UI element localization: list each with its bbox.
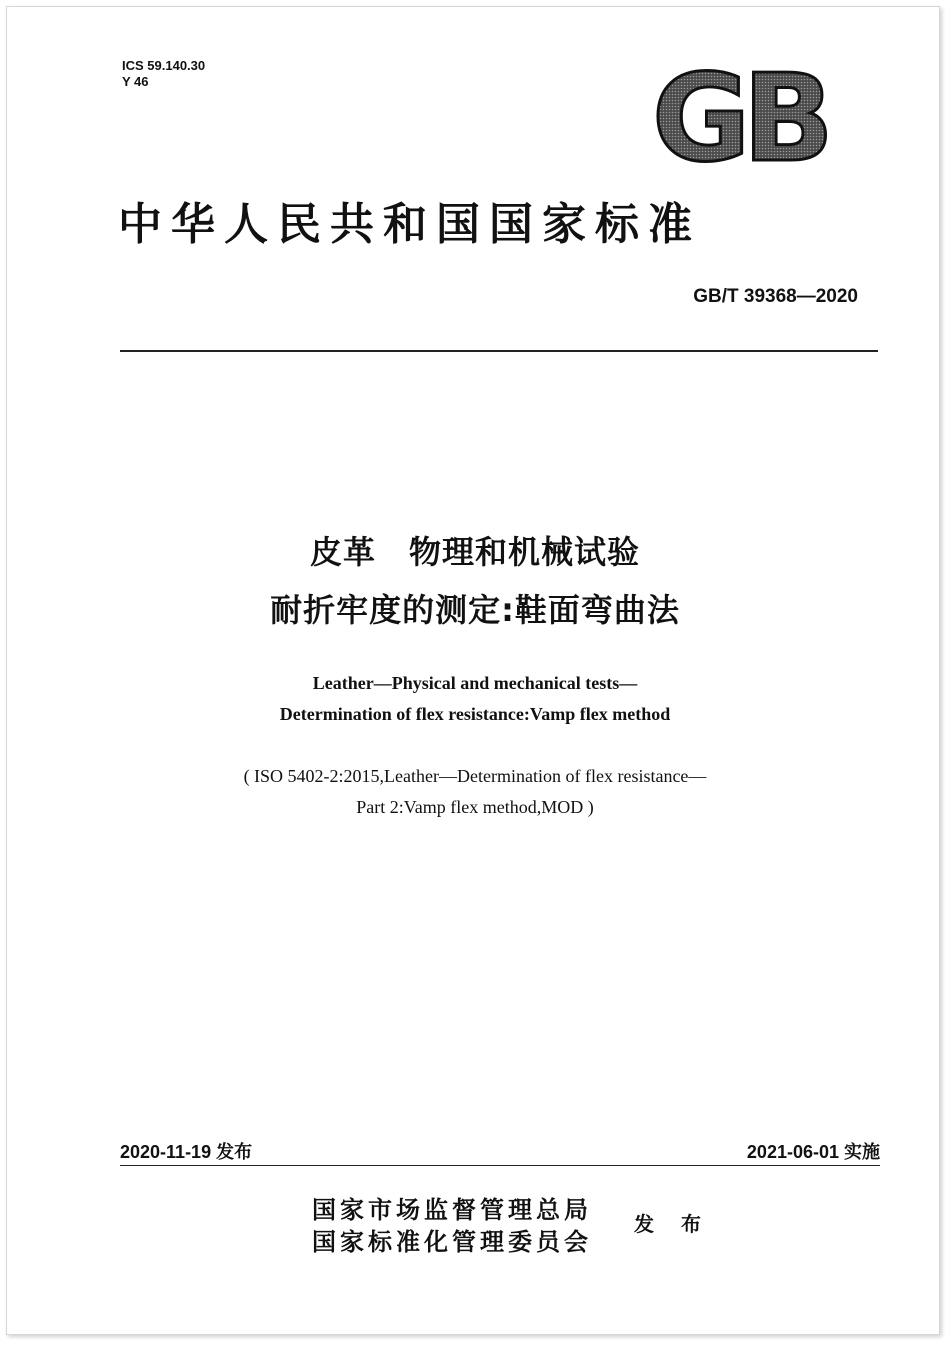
iso-reference-line1: ( ISO 5402-2:2015,Leather—Determination of flex resistance— bbox=[243, 766, 707, 786]
chinese-title-line2: 耐折牢度的测定:鞋面弯曲法 bbox=[270, 591, 680, 629]
ics-code: ICS 59.140.30 bbox=[122, 58, 206, 73]
publish-label: 发 布 bbox=[634, 1212, 711, 1236]
national-standard-title: 中华人民共和国国家标准 bbox=[118, 199, 701, 250]
header-divider bbox=[120, 350, 878, 352]
issue-date: 2020-11-19 发布 bbox=[120, 1142, 253, 1162]
issuer-line2: 国家标准化管理委员会 bbox=[312, 1227, 592, 1256]
iso-reference-line2: Part 2:Vamp flex method,MOD ) bbox=[356, 797, 594, 817]
chinese-title-line1: 皮革 物理和机械试验 bbox=[309, 533, 640, 571]
issuer-line1: 国家市场监督管理总局 bbox=[312, 1195, 592, 1224]
english-title-line1: Leather—Physical and mechanical tests— bbox=[312, 673, 638, 693]
issuing-authorities bbox=[312, 1194, 592, 1258]
standard-number: GB/T 39368—2020 bbox=[693, 286, 858, 307]
logo-text: GB bbox=[652, 66, 826, 166]
gb-logo bbox=[644, 66, 834, 166]
implementation-date: 2021-06-01 实施 bbox=[746, 1142, 880, 1162]
english-title-line2: Determination of flex resistance:Vamp flex method bbox=[279, 704, 671, 724]
footer-divider bbox=[120, 1165, 880, 1166]
class-code: Y 46 bbox=[122, 74, 149, 89]
classification-codes bbox=[122, 58, 205, 90]
